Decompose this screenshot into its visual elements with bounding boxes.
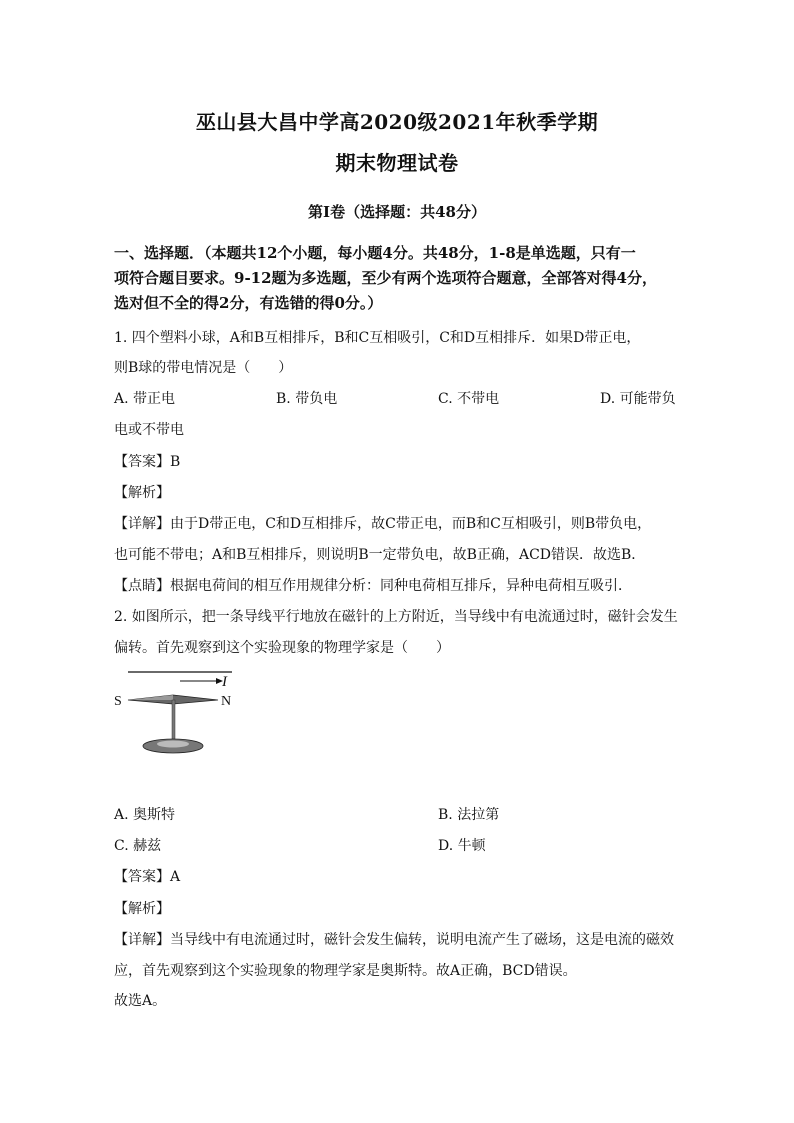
q1-option-c: C. 不带电	[438, 391, 500, 407]
north-pole-label: N	[221, 694, 232, 709]
q1-comment: 【点睛】根据电荷间的相互作用规律分析：同种电荷相互排斥，异种电荷相互吸引．	[114, 578, 632, 594]
exam-title-line2: 期末物理试卷	[335, 151, 459, 175]
q1-answer: 【答案】B	[114, 454, 181, 470]
needle-highlight	[128, 695, 173, 700]
q1-option-d-continued: 电或不带电	[114, 422, 184, 438]
q2-option-a: A. 奥斯特	[114, 807, 176, 823]
q2-stem-line-1: 2. 如图所示，把一条导线平行地放在磁针的上方附近，当导线中有电流通过时，磁针会发生	[114, 609, 678, 625]
south-pole-label: S	[114, 694, 122, 709]
q2-option-b: B. 法拉第	[438, 807, 500, 823]
q1-option-d: D. 可能带负	[600, 391, 676, 407]
q1-detail-line-2: 也可能不带电；A和B互相排斥，则说明B一定带负电，故B正确，ACD错误．故选B．	[114, 547, 646, 563]
q2-conclusion: 故选A。	[114, 993, 167, 1009]
q2-analysis-label: 【解析】	[114, 901, 170, 917]
q2-option-c: C. 赫兹	[114, 838, 162, 854]
stand-base-top	[157, 741, 189, 748]
q2-answer: 【答案】A	[114, 869, 181, 885]
q1-option-b: B. 带负电	[276, 391, 338, 407]
needle-stand	[172, 700, 175, 742]
compass-needle-figure	[108, 666, 248, 766]
q2-stem-line-2: 偏转。首先观察到这个实验现象的物理学家是（ ）	[114, 640, 450, 656]
q1-analysis-label: 【解析】	[114, 485, 170, 501]
exam-title-line1: 巫山县大昌中学高2020级2021年秋季学期	[195, 110, 599, 134]
instructions-line-3: 选对但不全的得2分，有选错的得0分。）	[114, 294, 383, 312]
q2-option-d: D. 牛顿	[438, 838, 486, 854]
q2-detail-line-1: 【详解】当导线中有电流通过时，磁针会发生偏转，说明电流产生了磁场，这是电流的磁效	[114, 932, 674, 948]
q2-detail-line-2: 应，首先观察到这个实验现象的物理学家是奥斯特。故A正确，BCD错误。	[114, 963, 577, 979]
q1-detail-line-1: 【详解】由于D带正电，C和D互相排斥，故C带正电，而B和C互相吸引，则B带负电，	[114, 516, 652, 532]
current-label: I	[222, 674, 227, 690]
q1-stem-line-1: 1. 四个塑料小球，A和B互相排斥，B和C互相吸引，C和D互相排斥．如果D带正电，	[114, 330, 641, 346]
q1-option-a: A. 带正电	[114, 391, 176, 407]
section-heading: 第I卷（选择题：共48分）	[308, 203, 486, 221]
instructions-line-1: 一、选择题．（本题共12个小题，每小题4分。共48分，1-8是单选题，只有一	[114, 244, 636, 262]
instructions-line-2: 项符合题目要求。9-12题为多选题，至少有两个选项符合题意，全部答对得4分，	[114, 269, 657, 287]
q1-stem-line-2: 则B球的带电情况是（ ）	[114, 360, 293, 376]
